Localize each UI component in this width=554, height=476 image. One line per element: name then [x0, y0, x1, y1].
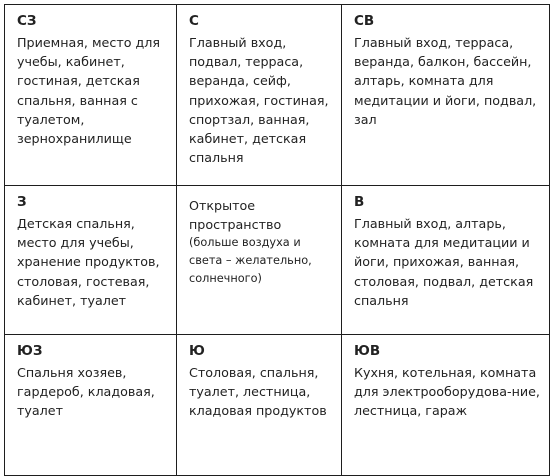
cell-text: Детская спальня, место для учебы, хранение продуктов, столовая, гостевая, кабинет, туалет	[17, 216, 160, 308]
cell-center	[177, 186, 342, 335]
cell-text: Главный вход, алтарь, комната для медитации и йоги, прихожая, ванная, столовая, подвал, детская спальня	[354, 216, 534, 308]
cell-southwest	[5, 335, 177, 476]
cell-text: Приемная, место для учебы, кабинет, гостиная, детская спальня, ванная с туалетом, зернохранилище	[17, 35, 161, 147]
cell-southeast	[342, 335, 550, 476]
cell-east	[342, 186, 550, 335]
table-row	[5, 335, 550, 476]
cell-heading: В	[354, 194, 365, 210]
cell-north	[177, 5, 342, 186]
cell-heading: Ю	[189, 343, 205, 359]
cell-note: (больше воздуха и света – желательно, солнечного)	[189, 236, 312, 286]
cell-heading: З	[17, 194, 27, 210]
table-row	[5, 186, 550, 335]
cell-heading: СВ	[354, 13, 375, 29]
cell-heading: ЮЗ	[17, 343, 43, 359]
cell-west	[5, 186, 177, 335]
cell-northeast	[342, 5, 550, 186]
directions-table	[4, 4, 550, 476]
cell-heading: С	[189, 13, 199, 29]
cell-text: Кухня, котельная, комната для электрооборудова-ние, лестница, гараж	[354, 365, 540, 419]
cell-heading: ЮВ	[354, 343, 381, 359]
cell-text: Главный вход, подвал, терраса, веранда, сейф, прихожая, гостиная, спортзал, ванная, кабинет, детская спальня	[189, 35, 329, 166]
cell-text: Открытое пространство	[189, 198, 282, 233]
cell-text: Спальня хозяев, гардероб, кладовая, туалет	[17, 365, 155, 419]
cell-heading: СЗ	[17, 13, 37, 29]
cell-northwest	[5, 5, 177, 186]
cell-text: Столовая, спальня, туалет, лестница, кладовая продуктов	[189, 365, 327, 419]
table-row	[5, 5, 550, 186]
cell-south	[177, 335, 342, 476]
cell-text: Главный вход, терраса, веранда, балкон, бассейн, алтарь, комната для медитации и йоги, подвал, зал	[354, 35, 537, 127]
